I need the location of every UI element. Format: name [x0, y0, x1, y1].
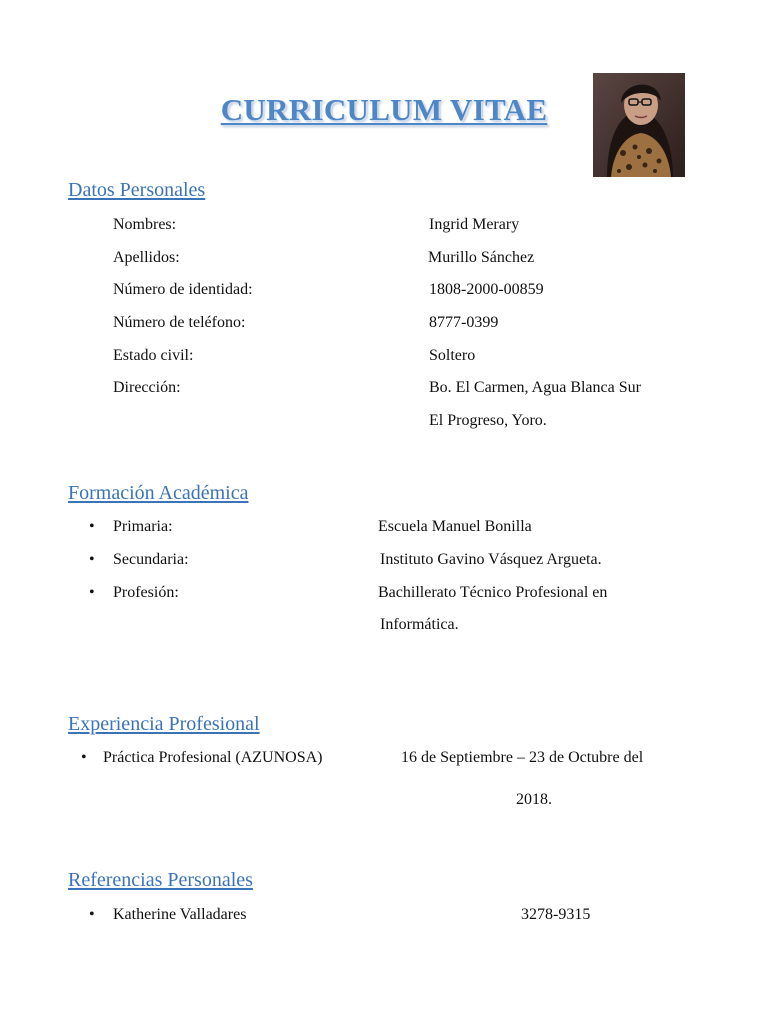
label-practica: Práctica Profesional (AZUNOSA): [103, 749, 323, 766]
value-telefono: 8777-0399: [429, 314, 499, 331]
label-profesion: Profesión:: [113, 584, 179, 601]
label-estado-civil: Estado civil:: [113, 347, 194, 364]
label-identidad: Número de identidad:: [113, 281, 253, 298]
value-primaria: Escuela Manuel Bonilla: [378, 518, 532, 535]
value-profesion-line2: Informática.: [380, 616, 459, 633]
bullet-icon: [89, 584, 95, 602]
label-apellidos: Apellidos:: [113, 249, 180, 266]
profile-photo-icon: [593, 73, 685, 177]
section-heading-experience: Experiencia Profesional: [68, 713, 260, 735]
value-nombres: Ingrid Merary: [429, 216, 520, 233]
reference-phone: 3278-9315: [521, 906, 591, 923]
label-primaria: Primaria:: [113, 518, 173, 535]
label-direccion: Dirección:: [113, 379, 181, 396]
value-secundaria: Instituto Gavino Vásquez Argueta.: [380, 551, 602, 568]
value-direccion-line2: El Progreso, Yoro.: [429, 412, 547, 429]
value-identidad: 1808-2000-00859: [429, 281, 544, 298]
section-heading-personal: Datos Personales: [68, 179, 206, 201]
reference-name: Katherine Valladares: [113, 906, 247, 923]
value-practica-line2: 2018.: [516, 791, 552, 808]
bullet-icon: [89, 906, 95, 924]
value-direccion: Bo. El Carmen, Agua Blanca Sur: [429, 379, 641, 396]
bullet-icon: [89, 551, 95, 569]
label-telefono: Número de teléfono:: [113, 314, 246, 331]
value-practica: 16 de Septiembre – 23 de Octubre del: [401, 749, 644, 766]
document-title: CURRICULUM VITAE: [220, 92, 548, 127]
value-profesion: Bachillerato Técnico Profesional en: [378, 584, 608, 601]
value-estado-civil: Soltero: [429, 347, 476, 364]
value-apellidos: Murillo Sánchez: [428, 249, 535, 266]
label-nombres: Nombres:: [113, 216, 177, 233]
section-heading-references: Referencias Personales: [68, 869, 253, 891]
label-secundaria: Secundaria:: [113, 551, 189, 568]
bullet-icon: [89, 518, 95, 536]
bullet-icon: [81, 749, 87, 767]
profile-photo: [593, 73, 685, 177]
section-heading-education: Formación Académica: [68, 482, 249, 504]
